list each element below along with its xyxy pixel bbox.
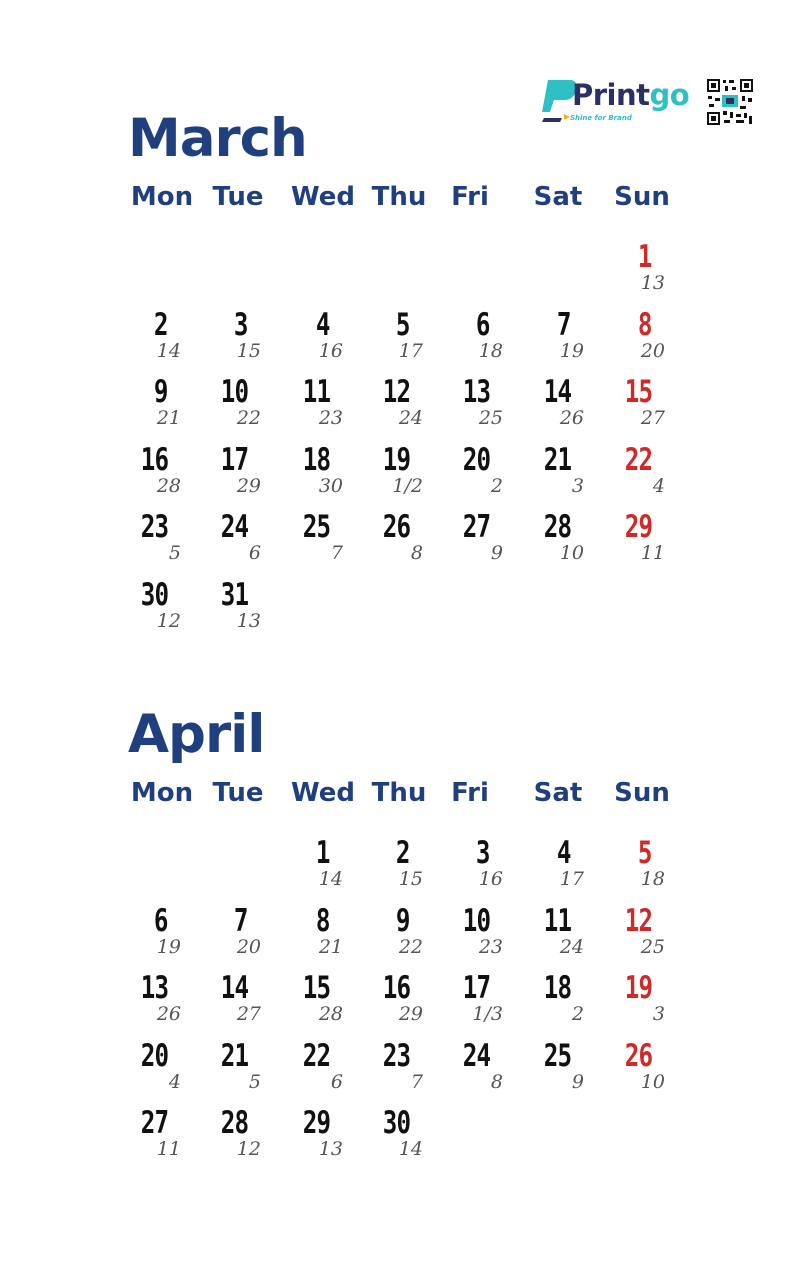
lunar-date: 13 [318, 1138, 343, 1160]
day-number: 8 [638, 306, 652, 343]
lunar-date: 1/3 [472, 1003, 503, 1025]
lunar-date: 7 [330, 542, 343, 564]
day-number: 16 [382, 970, 410, 1006]
month-title: April [128, 704, 265, 765]
lunar-date: 29 [236, 474, 261, 497]
day-number: 6 [154, 902, 168, 939]
lunar-date: 29 [398, 1003, 423, 1025]
lunar-date: 14 [398, 1138, 423, 1160]
day-number: 23 [140, 509, 168, 545]
day-number: 1 [638, 239, 652, 275]
lunar-date: 11 [640, 542, 665, 564]
lunar-date: 9 [571, 1070, 584, 1093]
day-number: 11 [543, 902, 571, 939]
day-number: 13 [140, 970, 168, 1006]
brand-name: Printgo [572, 78, 690, 112]
lunar-date: 24 [398, 407, 423, 429]
weekday-header: Wed [291, 778, 355, 808]
weekday-header: Thu [371, 778, 427, 808]
day-number: 27 [462, 509, 490, 545]
lunar-date: 13 [640, 272, 665, 294]
lunar-date: 11 [156, 1138, 181, 1160]
day-number: 26 [382, 509, 410, 545]
lunar-date: 6 [248, 542, 261, 564]
weekday-header: Sun [614, 778, 670, 808]
lunar-date: 26 [156, 1003, 181, 1025]
lunar-date: 25 [640, 935, 665, 958]
lunar-date: 2 [571, 1003, 584, 1025]
day-number: 4 [557, 835, 571, 871]
day-number: 12 [382, 374, 410, 410]
lunar-date: 28 [156, 474, 181, 497]
weekday-header: Tue [212, 778, 264, 808]
day-number: 7 [557, 306, 571, 343]
lunar-date: 14 [318, 868, 343, 890]
day-number: 2 [396, 835, 410, 871]
day-number: 16 [140, 441, 168, 478]
day-number: 15 [302, 970, 330, 1006]
day-number: 19 [382, 441, 410, 478]
day-number: 20 [462, 441, 490, 478]
lunar-date: 12 [236, 1138, 261, 1160]
lunar-date: 26 [559, 407, 584, 429]
lunar-date: 4 [652, 474, 665, 497]
lunar-date: 3 [652, 1003, 665, 1025]
day-number: 14 [543, 374, 571, 410]
lunar-date: 10 [559, 542, 584, 564]
day-number: 14 [220, 970, 248, 1006]
lunar-date: 5 [248, 1070, 261, 1093]
weekday-header: Sat [533, 778, 583, 808]
day-number: 10 [462, 902, 490, 939]
day-number: 29 [624, 509, 652, 545]
day-number: 28 [220, 1105, 248, 1141]
day-number: 22 [624, 441, 652, 478]
lunar-date: 24 [559, 935, 584, 958]
day-number: 21 [543, 441, 571, 478]
day-number: 1 [316, 835, 330, 871]
lunar-date: 19 [559, 339, 584, 362]
day-number: 5 [396, 306, 410, 343]
lunar-date: 3 [571, 474, 584, 497]
day-number: 27 [140, 1105, 168, 1141]
day-number: 9 [396, 902, 410, 939]
day-number: 24 [462, 1037, 490, 1074]
day-number: 30 [382, 1105, 410, 1141]
lunar-date: 8 [410, 542, 423, 564]
lunar-date: 20 [640, 339, 665, 362]
day-number: 18 [302, 441, 330, 478]
lunar-date: 2 [490, 474, 503, 497]
lunar-date: 21 [156, 407, 181, 429]
weekday-header: Thu [371, 182, 427, 212]
day-number: 29 [302, 1105, 330, 1141]
day-number: 21 [220, 1037, 248, 1074]
weekday-header: Fri [451, 182, 489, 212]
lunar-date: 23 [318, 407, 343, 429]
day-number: 13 [462, 374, 490, 410]
day-number: 25 [302, 509, 330, 545]
lunar-date: 8 [490, 1070, 503, 1093]
lunar-date: 18 [478, 339, 503, 362]
lunar-date: 17 [398, 339, 423, 362]
lunar-date: 10 [640, 1070, 665, 1093]
lunar-date: 20 [236, 935, 261, 958]
lunar-date: 16 [478, 868, 503, 890]
lunar-date: 27 [640, 407, 665, 429]
lunar-date: 22 [398, 935, 423, 958]
day-number: 4 [316, 306, 330, 343]
lunar-date: 6 [330, 1070, 343, 1093]
weekday-header: Sun [614, 182, 670, 212]
lunar-date: 18 [640, 868, 665, 890]
lunar-date: 19 [156, 935, 181, 958]
lunar-date: 5 [168, 542, 181, 564]
day-number: 18 [543, 970, 571, 1006]
lunar-date: 4 [168, 1070, 181, 1093]
weekday-header: Mon [130, 778, 194, 808]
weekday-header: Fri [451, 778, 489, 808]
lunar-date: 27 [236, 1003, 261, 1025]
day-number: 5 [638, 835, 652, 871]
weekday-header: Mon [130, 182, 194, 212]
day-number: 11 [302, 374, 330, 410]
lunar-date: 12 [156, 609, 181, 632]
lunar-date: 14 [156, 339, 181, 362]
day-number: 10 [220, 374, 248, 410]
lunar-date: 23 [478, 935, 503, 958]
weekday-header: Sat [533, 182, 583, 212]
day-number: 22 [302, 1037, 330, 1074]
day-number: 24 [220, 509, 248, 545]
lunar-date: 22 [236, 407, 261, 429]
day-number: 17 [220, 441, 248, 478]
qr-code-icon[interactable] [706, 78, 754, 126]
lunar-date: 9 [490, 542, 503, 564]
day-number: 19 [624, 970, 652, 1006]
lunar-date: 25 [478, 407, 503, 429]
lunar-date: 28 [318, 1003, 343, 1025]
lunar-date: 17 [559, 868, 584, 890]
lunar-date: 7 [410, 1070, 423, 1093]
day-number: 15 [624, 374, 652, 410]
brand-tagline: Shine for Brand [570, 114, 632, 122]
day-number: 26 [624, 1037, 652, 1074]
lunar-date: 15 [398, 868, 423, 890]
day-number: 28 [543, 509, 571, 545]
brand-logo [540, 74, 700, 128]
day-number: 12 [624, 902, 652, 939]
month-title: March [128, 108, 307, 169]
day-number: 3 [234, 306, 248, 343]
day-number: 23 [382, 1037, 410, 1074]
day-number: 17 [462, 970, 490, 1006]
lunar-date: 21 [318, 935, 343, 958]
lunar-date: 30 [318, 474, 343, 497]
lunar-date: 15 [236, 339, 261, 362]
day-number: 9 [154, 374, 168, 410]
day-number: 6 [476, 306, 490, 343]
day-number: 8 [316, 902, 330, 939]
day-number: 25 [543, 1037, 571, 1074]
day-number: 7 [234, 902, 248, 939]
lunar-date: 13 [236, 609, 261, 632]
weekday-header: Tue [212, 182, 264, 212]
day-number: 30 [140, 576, 168, 613]
weekday-header: Wed [291, 182, 355, 212]
lunar-date: 16 [318, 339, 343, 362]
day-number: 31 [220, 576, 248, 613]
day-number: 2 [154, 306, 168, 343]
day-number: 20 [140, 1037, 168, 1074]
day-number: 3 [476, 835, 490, 871]
lunar-date: 1/2 [392, 474, 423, 497]
